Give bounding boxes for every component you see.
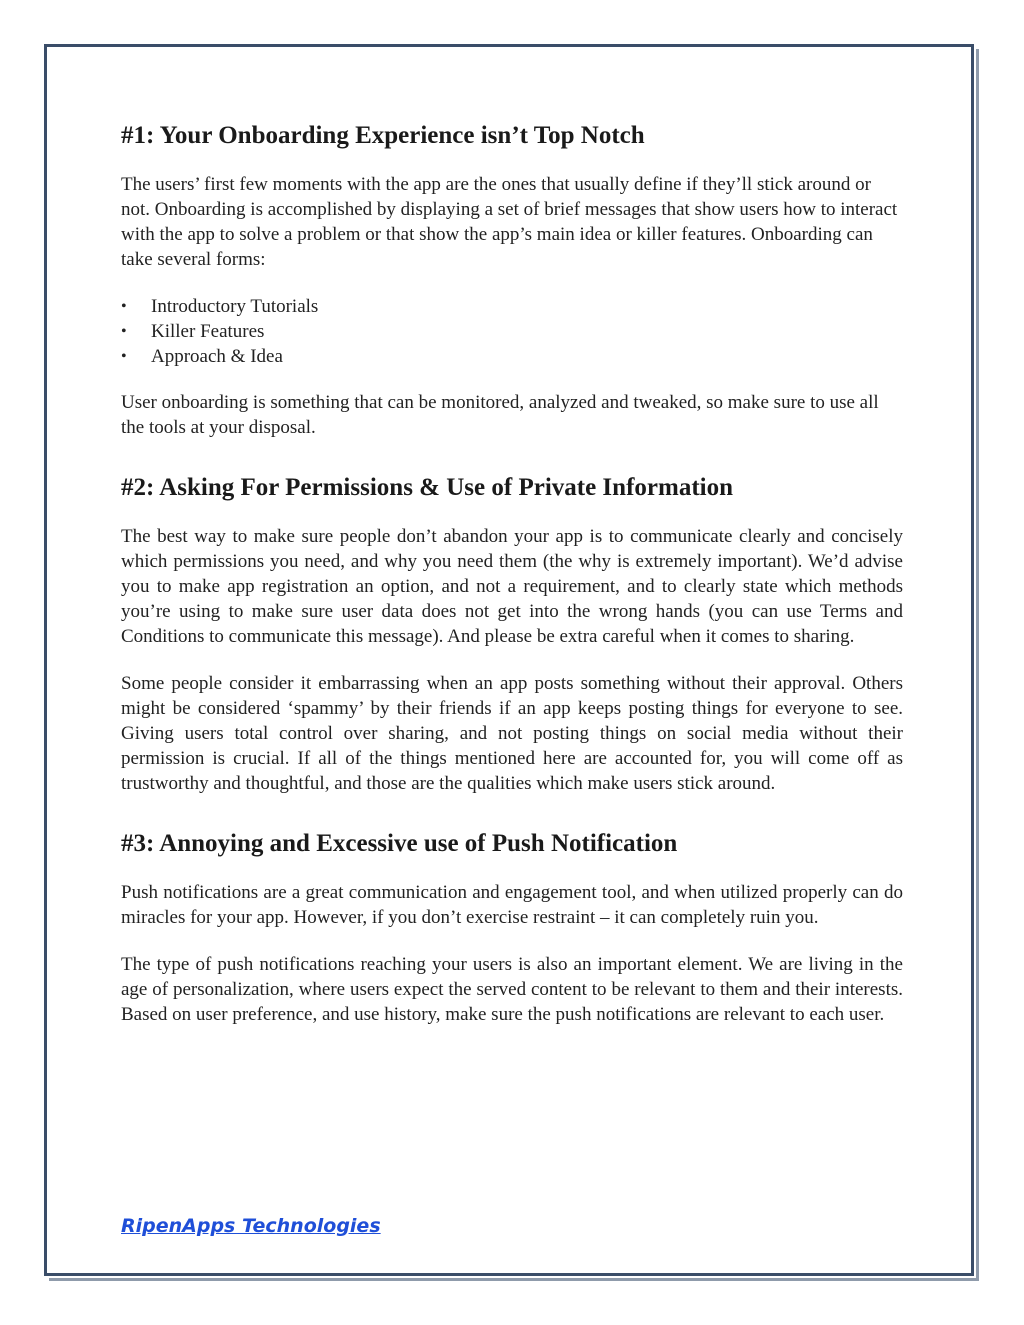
paragraph: The best way to make sure people don’t abandon your app is to communicate clearly and concisely which permissions you need, and why you need them (the why is extremely important). We’d advise you to make app registration an option, and not a requirement, and to clearly state which methods you’re using to make sure user data does not get into the wrong hands (you can use Terms and Conditions to communicate this message). And please be extra careful when it comes to sharing.: [121, 526, 903, 647]
footer-company-link[interactable]: RipenApps Technologies: [121, 1215, 381, 1237]
section-onboarding: [121, 118, 903, 440]
list-item: • Killer Features: [121, 319, 903, 344]
list-item: • Approach & Idea: [121, 344, 903, 369]
list-item: • Introductory Tutorials: [121, 294, 903, 319]
section-heading: #2: Asking For Permissions & Use of Private Information: [121, 474, 733, 501]
paragraph: Push notifications are a great communication and engagement tool, and when utilized properly can do miracles for your app. However, if you don’t exercise restraint – it can completely ruin you.: [121, 882, 903, 928]
paragraph: The type of push notifications reaching your users is also an important element. We are living in the age of personalization, where users expect the served content to be relevant to them and their interests. Based on user preference, and use history, make sure the push notifications are relevant to each user.: [121, 954, 903, 1025]
paragraph: User onboarding is something that can be monitored, analyzed and tweaked, so make sure to use all the tools at your disposal.: [121, 392, 879, 438]
section-heading: #3: Annoying and Excessive use of Push Notification: [121, 830, 678, 857]
section-push-notifications: [121, 826, 903, 1027]
document-body: [121, 118, 903, 1049]
paragraph: The users’ first few moments with the app are the ones that usually define if they’ll stick around or not. Onboarding is accomplished by displaying a set of brief messages that show users how to interact with the app to solve a problem or that show the app’s main idea or killer features. Onboarding can take several forms:: [121, 174, 898, 270]
bullet-list: [121, 294, 903, 369]
section-permissions: [121, 470, 903, 796]
paragraph: Some people consider it embarrassing when an app posts something without their approval. Others might be considered ‘spammy’ by their friends if an app keeps posting things for everyone to see. Giving users total control over sharing, and not posting things on social media without their permission is crucial. If all of the things mentioned here are accounted for, you will come off as trustworthy and thoughtful, and those are the qualities which make users stick around.: [121, 673, 903, 794]
section-heading: #1: Your Onboarding Experience isn’t Top Notch: [121, 122, 645, 149]
